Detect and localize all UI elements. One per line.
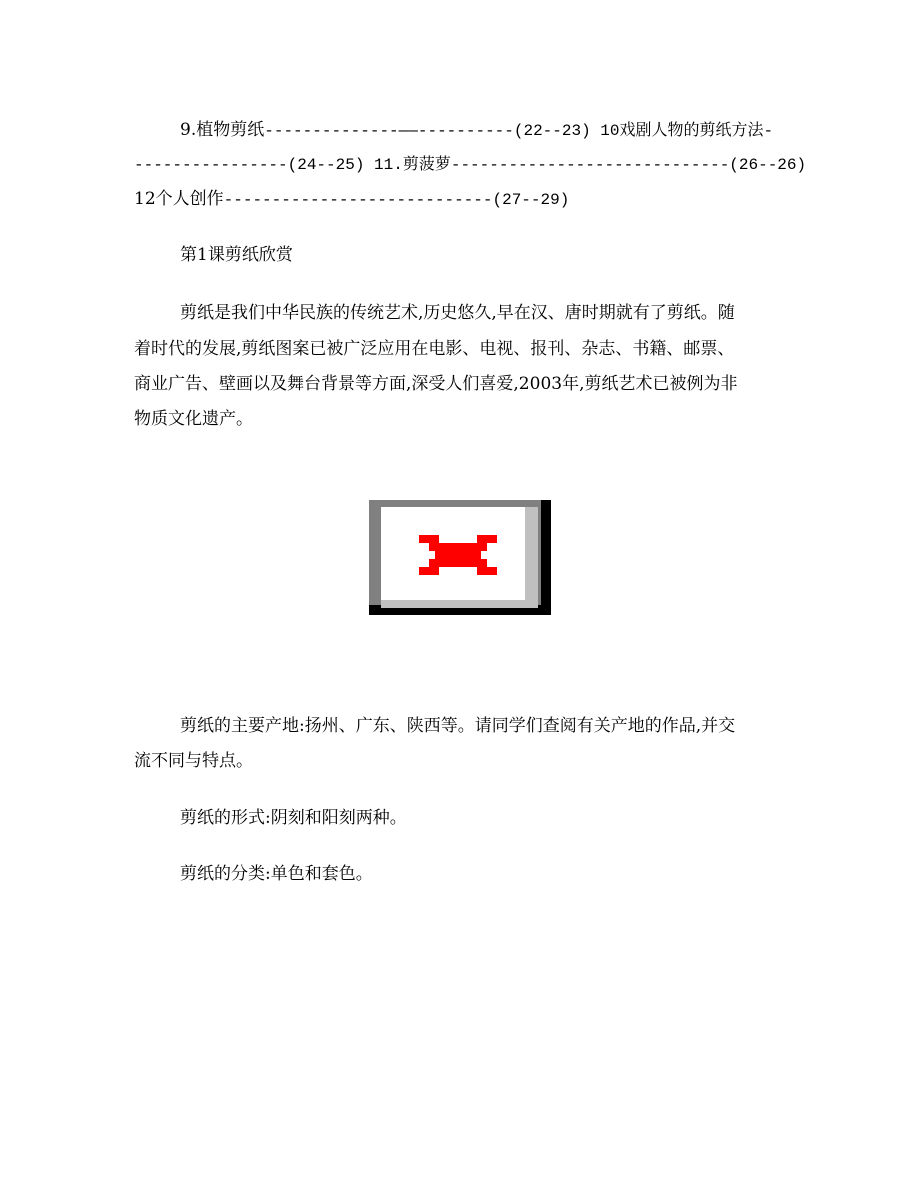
toc-entry-12-leader: ----------------------------(27--29) (223, 191, 570, 209)
paragraph-1-line-1: 剪纸是我们中华民族的传统艺术,历史悠久,早在汉、唐时期就有了剪纸。随 (180, 303, 735, 323)
paragraph-1-line-4: 物质文化遗产。 (134, 409, 253, 429)
paragraph-2-line-2: 流不同与特点。 (134, 751, 253, 771)
toc-line-3 (134, 189, 569, 210)
toc-line-1 (180, 120, 773, 141)
toc-entry-9: 9.植物剪纸 (180, 120, 265, 140)
toc-entry-12: 12个人创作 (134, 189, 224, 209)
paragraph-2-line-1: 剪纸的主要产地:扬州、广东、陕西等。请同学们查阅有关产地的作品,并交 (180, 716, 736, 736)
toc-line-2: ----------------(24--25) 11.剪菠萝-----------------------------(26--26) (134, 156, 807, 174)
paragraph-4: 剪纸的分类:单色和套色。 (180, 864, 373, 884)
toc-entry-9-10-leader: --------------——----------(22--23) 10戏剧人物的剪纸方法- (264, 122, 774, 140)
broken-image-placeholder (369, 500, 551, 615)
paragraph-1-line-3: 商业广告、壁画以及舞台背景等方面,深受人们喜爱,2003年,剪纸艺术已被例为非 (134, 374, 738, 394)
lesson-title: 第1课剪纸欣赏 (180, 245, 293, 265)
paragraph-1-line-2: 着时代的发展,剪纸图案已被广泛应用在电影、电视、报刊、杂志、书籍、邮票、 (134, 339, 735, 359)
broken-image-icon (419, 535, 499, 575)
paragraph-3: 剪纸的形式:阴刻和阳刻两种。 (180, 808, 407, 828)
